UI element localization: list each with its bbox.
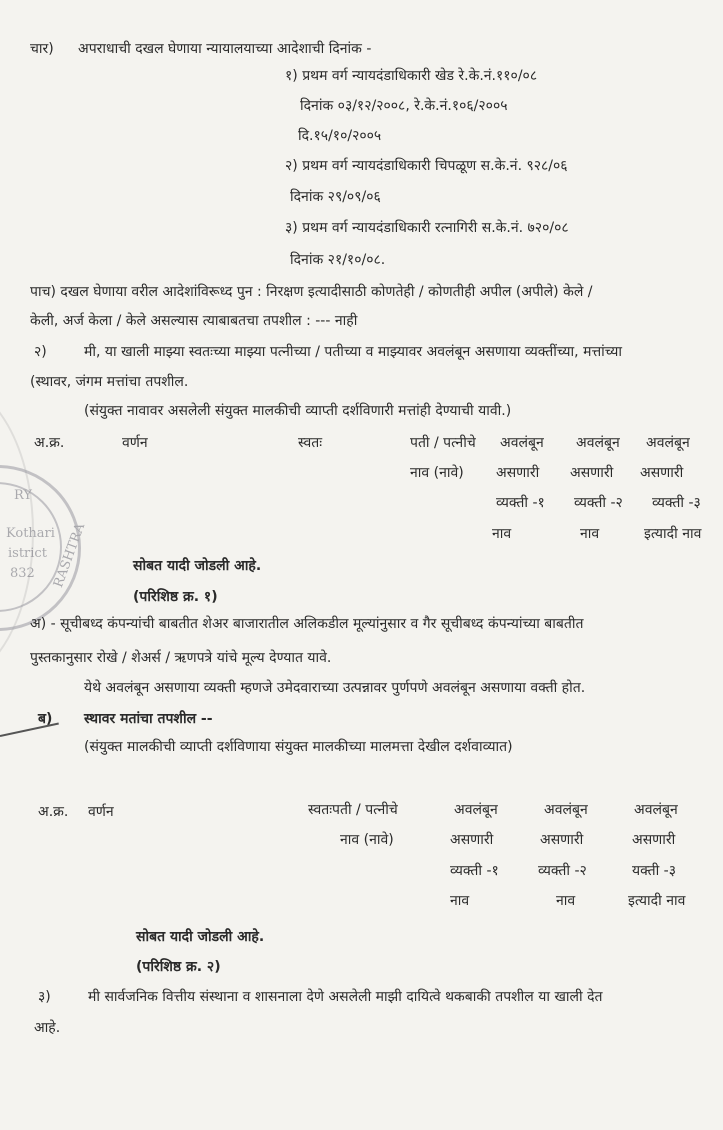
text-line: यक्ती -३ (632, 863, 677, 879)
text-line: असणारी (450, 832, 494, 848)
text-line: चार) (30, 41, 54, 57)
text-line: असणारी (540, 832, 584, 848)
text-line: आहे. (34, 1020, 61, 1036)
text-line: व्यक्ती -२ (538, 863, 587, 879)
text-line: अवलंबून (634, 802, 678, 818)
text-line: पती / पत्नीचे (410, 435, 476, 451)
text-line: पुस्तकानुसार रोखे / शेअर्स / ऋणपत्रे यांचे मूल्य देण्यात यावे. (30, 650, 332, 666)
text-line: अ) - सूचीबध्द कंपन्यांची बाबतीत शेअर बाजारातील अलिकडील मूल्यांनुसार व गैर सूचीबध्द कंपन्यांच्या बाबतीत (30, 616, 584, 632)
text-line: दिनांक ०३/१२/२००८, रे.के.नं.१०६/२००५ (300, 98, 508, 114)
text-line: स्वतःपती / पत्नीचे (308, 802, 398, 818)
text-line: सोबत यादी जोडली आहे. (136, 929, 265, 945)
text-line: स्वतः (298, 435, 323, 451)
text-line: २) (34, 344, 47, 360)
text-line: नाव (580, 526, 600, 542)
text-line: नाव (नावे) (410, 465, 464, 481)
text-line: केली, अर्ज केला / केले असल्यास त्याबाबतचा तपशील : --- नाही (30, 313, 358, 329)
text-line: नाव (556, 893, 576, 909)
text-line: १) प्रथम वर्ग न्यायदंडाधिकारी खेड रे.के.नं.११०/०८ (285, 68, 538, 84)
text-line: असणारी (570, 465, 614, 481)
text-line: दिनांक २१/१०/०८. (290, 252, 386, 268)
text-line: नाव (492, 526, 512, 542)
office-seal (0, 465, 89, 631)
seal-text-side: RASHTRA (51, 521, 89, 590)
text-line: सोबत यादी जोडली आहे. (133, 558, 262, 574)
text-line: (परिशिष्ठ क्र. १) (133, 589, 218, 605)
text-line: दि.१५/१०/२००५ (298, 128, 382, 144)
text-line: (स्थावर, जंगम मत्तांचा तपशील. (30, 374, 189, 390)
text-line: अवलंबून (454, 802, 498, 818)
text-line: (संयुक्त नावावर असलेली संयुक्त मालकीची व्याप्ती दर्शविणारी मत्तांही देण्याची यावी.) (84, 403, 512, 419)
text-line: अवलंबून (500, 435, 544, 451)
text-line: व्यक्ती -१ (496, 495, 545, 511)
text-line: व्यक्ती -३ (652, 495, 701, 511)
text-line: वर्णन (88, 804, 114, 820)
seal-text-1: Kothari (6, 526, 55, 541)
text-line: मी, या खाली माझ्या स्वतःच्या माझ्या पत्नीच्या / पतीच्या व माझ्यावर अवलंबून असणाया व्यक्तींच्या, मत्तांच्या (84, 344, 623, 360)
text-line: (परिशिष्ठ क्र. २) (136, 959, 221, 975)
text-line: स्थावर मतांचा तपशील -- (84, 711, 213, 727)
text-line: असणारी (640, 465, 684, 481)
text-line: असणारी (496, 465, 540, 481)
text-line: अवलंबून (576, 435, 620, 451)
text-line: इत्यादी नाव (628, 893, 686, 909)
text-line: येथे अवलंबून असणाया व्यक्ती म्हणजे उमेदवाराच्या उत्पन्नावर पुर्णपणे अवलंबून असणाया वक्ती होत. (84, 680, 586, 696)
text-line: ३) (38, 989, 51, 1005)
text-line: अवलंबून (646, 435, 690, 451)
seal-text-2: istrict (8, 546, 47, 561)
text-line: व्यक्ती -१ (450, 863, 499, 879)
text-line: नाव (450, 893, 470, 909)
text-line: अ.क्र. (34, 435, 65, 451)
text-line: अ.क्र. (38, 804, 69, 820)
seal-text-top: RY (14, 488, 32, 503)
text-line: ३) प्रथम वर्ग न्यायदंडाधिकारी रत्नागिरी स.के.नं. ७२०/०८ (285, 220, 569, 236)
text-line: ब) (38, 711, 53, 727)
text-line: नाव (नावे) (340, 832, 394, 848)
seal-text-3: 832 (10, 566, 35, 581)
text-line: असणारी (632, 832, 676, 848)
text-line: दिनांक २९/०९/०६ (290, 189, 381, 205)
text-line: पाच) दखल घेणाया वरील आदेशांविरूध्द पुन : निरक्षण इत्यादीसाठी कोणतेही / कोणतीही अपील (अपीले) केले / (30, 284, 593, 300)
text-line: मी सार्वजनिक वित्तीय संस्थाना व शासनाला देणे असलेली माझी दायित्वे थकबाकी तपशील या खाली देत (88, 989, 603, 1005)
text-line: अवलंबून (544, 802, 588, 818)
text-line: (संयुक्त मालकीची व्याप्ती दर्शविणाया संयुक्त मालकीच्या मालमत्ता देखील दर्शवाव्यात) (84, 739, 513, 755)
text-line: अपराधाची दखल घेणाया न्यायालयाच्या आदेशाची दिनांक - (78, 41, 372, 57)
text-line: २) प्रथम वर्ग न्यायदंडाधिकारी चिपळूण स.के.नं. ९२८/०६ (285, 158, 568, 174)
text-line: इत्यादी नाव (644, 526, 702, 542)
text-line: व्यक्ती -२ (574, 495, 623, 511)
text-line: वर्णन (122, 435, 148, 451)
